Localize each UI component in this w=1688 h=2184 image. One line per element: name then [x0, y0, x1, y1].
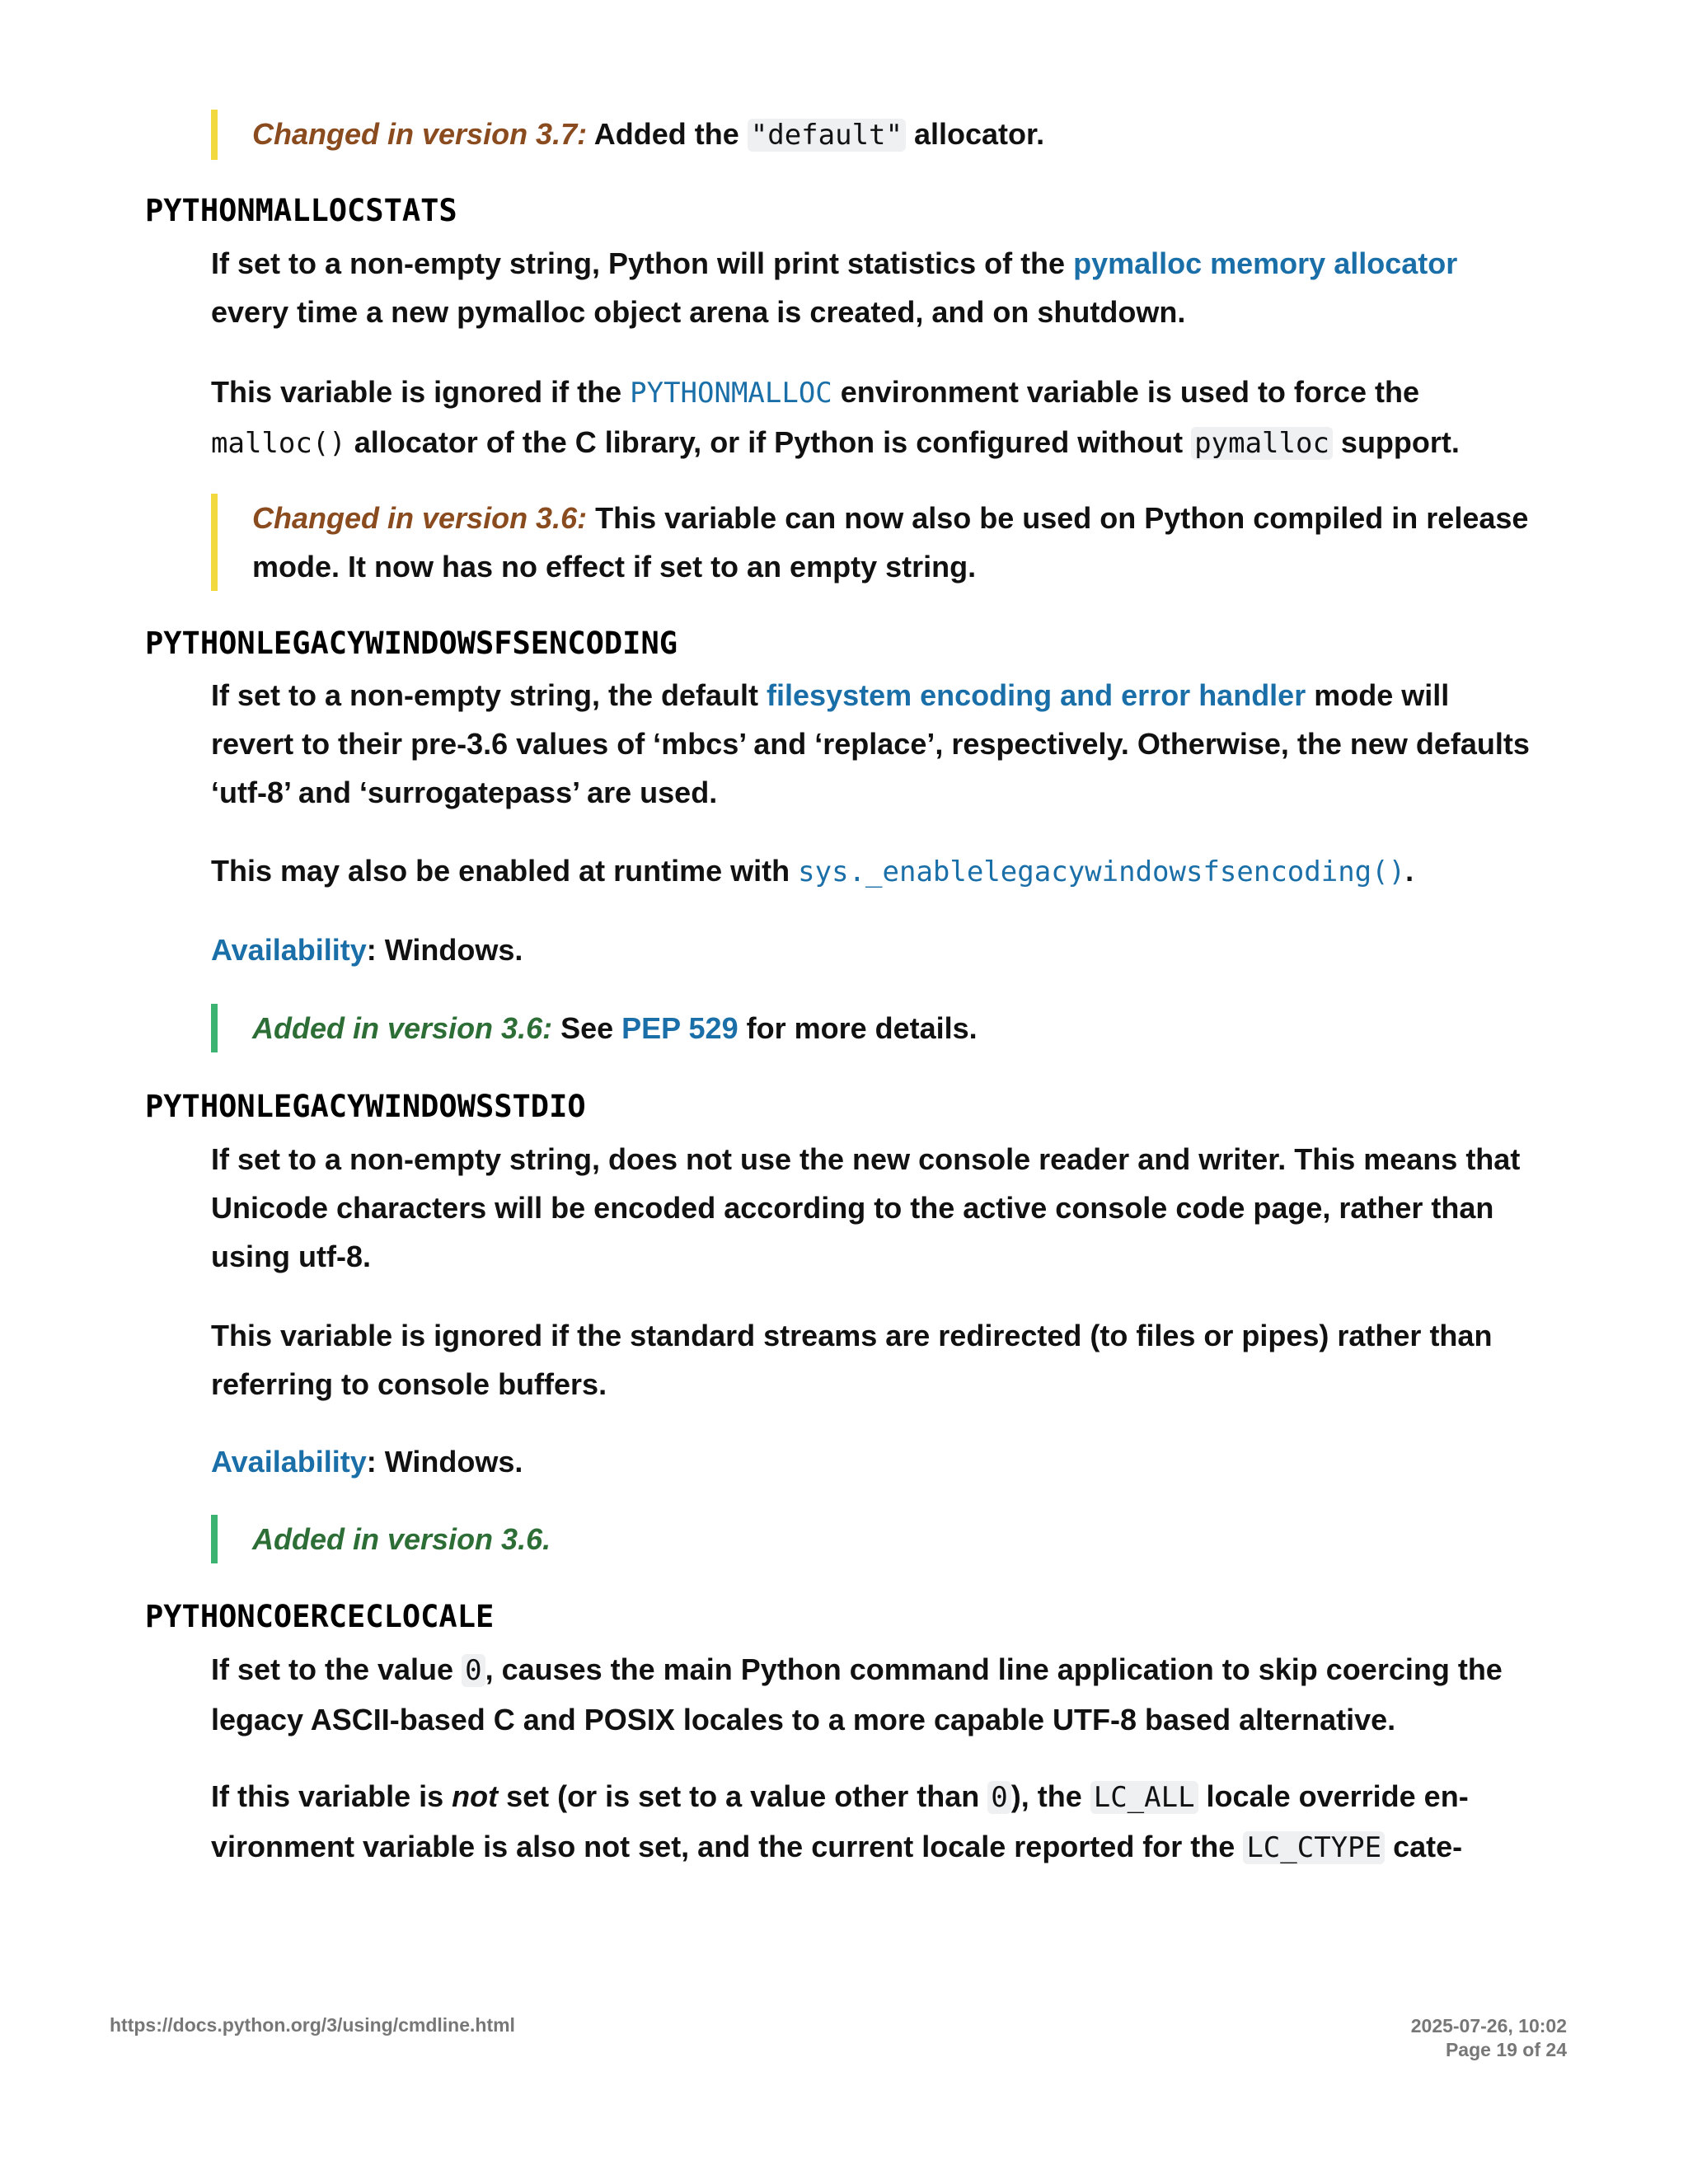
availability-link[interactable]: Availability: [211, 933, 367, 967]
paragraph: If set to a non-empty string, does not use the new console reader and writer. This means that Unicode characters will be encoded according to the active console code page, rather than using utf-8.: [211, 1142, 1521, 1273]
paragraph: If set to the value 0 , causes the main Python command line application to skip coercing the legacy ASCII-based C and POSIX locales to a more capable UTF-8 based alternative.: [211, 1652, 1503, 1736]
version-label: Added in version 3.6:: [252, 1011, 553, 1045]
version-added-note-3-6-pep: Added in version 3.6: See PEP 529 for more details.: [211, 1004, 1546, 1052]
inline-code: 0: [462, 1654, 485, 1687]
paragraph: If this variable is not set (or is set to a value other than 0 ), the LC_ALL locale override en- vironment variable is also not set, and the current locale reported for the LC_CTYPE cate-: [211, 1779, 1469, 1864]
version-label: Changed in version 3.6:: [252, 501, 588, 535]
paragraph: This variable is ignored if the standard streams are redirected (to files or pipes) rather than referring to console buffers.: [211, 1319, 1493, 1401]
env-var-term-pythonmallocstats: PYTHONMALLOCSTATS: [145, 193, 457, 228]
version-changed-note-3-6: Changed in version 3.6: This variable can now also be used on Python compiled in release mode. It now has no effect if set to an empty string.: [211, 494, 1546, 591]
inline-code: 0: [987, 1781, 1010, 1814]
availability-line: Availability: Windows.: [211, 933, 523, 967]
paragraph: This variable is ignored if the PYTHONMALLOC environment variable is used to force the malloc() allocator of the C library, or if Python is configured without pymalloc support.: [211, 375, 1460, 460]
env-var-term-pythoncoercelocale: PYTHONCOERCECLOCALE: [145, 1599, 495, 1634]
footer-datetime: 2025-07-26, 10:02: [1410, 2015, 1567, 2036]
env-var-term-pythonlegacywindowsstdio: PYTHONLEGACYWINDOWSSTDIO: [145, 1089, 586, 1124]
version-label: Added in version 3.6.: [252, 1522, 551, 1556]
pythonmalloc-link[interactable]: PYTHONMALLOC: [630, 377, 832, 410]
filesystem-encoding-link[interactable]: filesystem encoding and error handler: [767, 678, 1306, 712]
paragraph: This may also be enabled at runtime with sys._enablelegacywindowsfsencoding().: [211, 854, 1414, 888]
inline-code: LC_ALL: [1090, 1781, 1198, 1814]
inline-code: LC_CTYPE: [1243, 1831, 1385, 1864]
pymalloc-link[interactable]: pymalloc memory allocator: [1073, 246, 1458, 280]
inline-code: malloc(): [211, 427, 346, 460]
footer-page-number: Page 19 of 24: [1445, 2039, 1567, 2060]
inline-code: "default": [748, 119, 906, 152]
version-changed-note-3-7: Changed in version 3.7: Added the "default" allocator.: [211, 110, 1546, 160]
pep-529-link[interactable]: PEP 529: [621, 1011, 738, 1045]
inline-code: pymalloc: [1191, 427, 1333, 460]
version-label: Changed in version 3.7:: [252, 117, 588, 151]
footer-url: https://docs.python.org/3/using/cmdline.html: [110, 2014, 515, 2036]
footer-meta: [1411, 2014, 1567, 2062]
availability-link[interactable]: Availability: [211, 1445, 367, 1479]
paragraph: If set to a non-empty string, Python will print statistics of the pymalloc memory allocator every time a new pymalloc object arena is created, and on shutdown.: [211, 246, 1458, 329]
paragraph: If set to a non-empty string, the default filesystem encoding and error handler mode will revert to their pre-3.6 values of ‘mbcs’ and ‘replace’, respectively. Otherwise, the new defaults ‘utf-8’ and ‘surrogatepass’ are used.: [211, 678, 1530, 809]
enablelegacy-link[interactable]: sys._enablelegacywindowsfsencoding(): [798, 855, 1406, 888]
availability-line: Availability: Windows.: [211, 1445, 523, 1479]
env-var-term-pythonlegacywindowsfsencoding: PYTHONLEGACYWINDOWSFSENCODING: [145, 626, 678, 661]
version-added-note-3-6: [211, 1515, 1546, 1563]
